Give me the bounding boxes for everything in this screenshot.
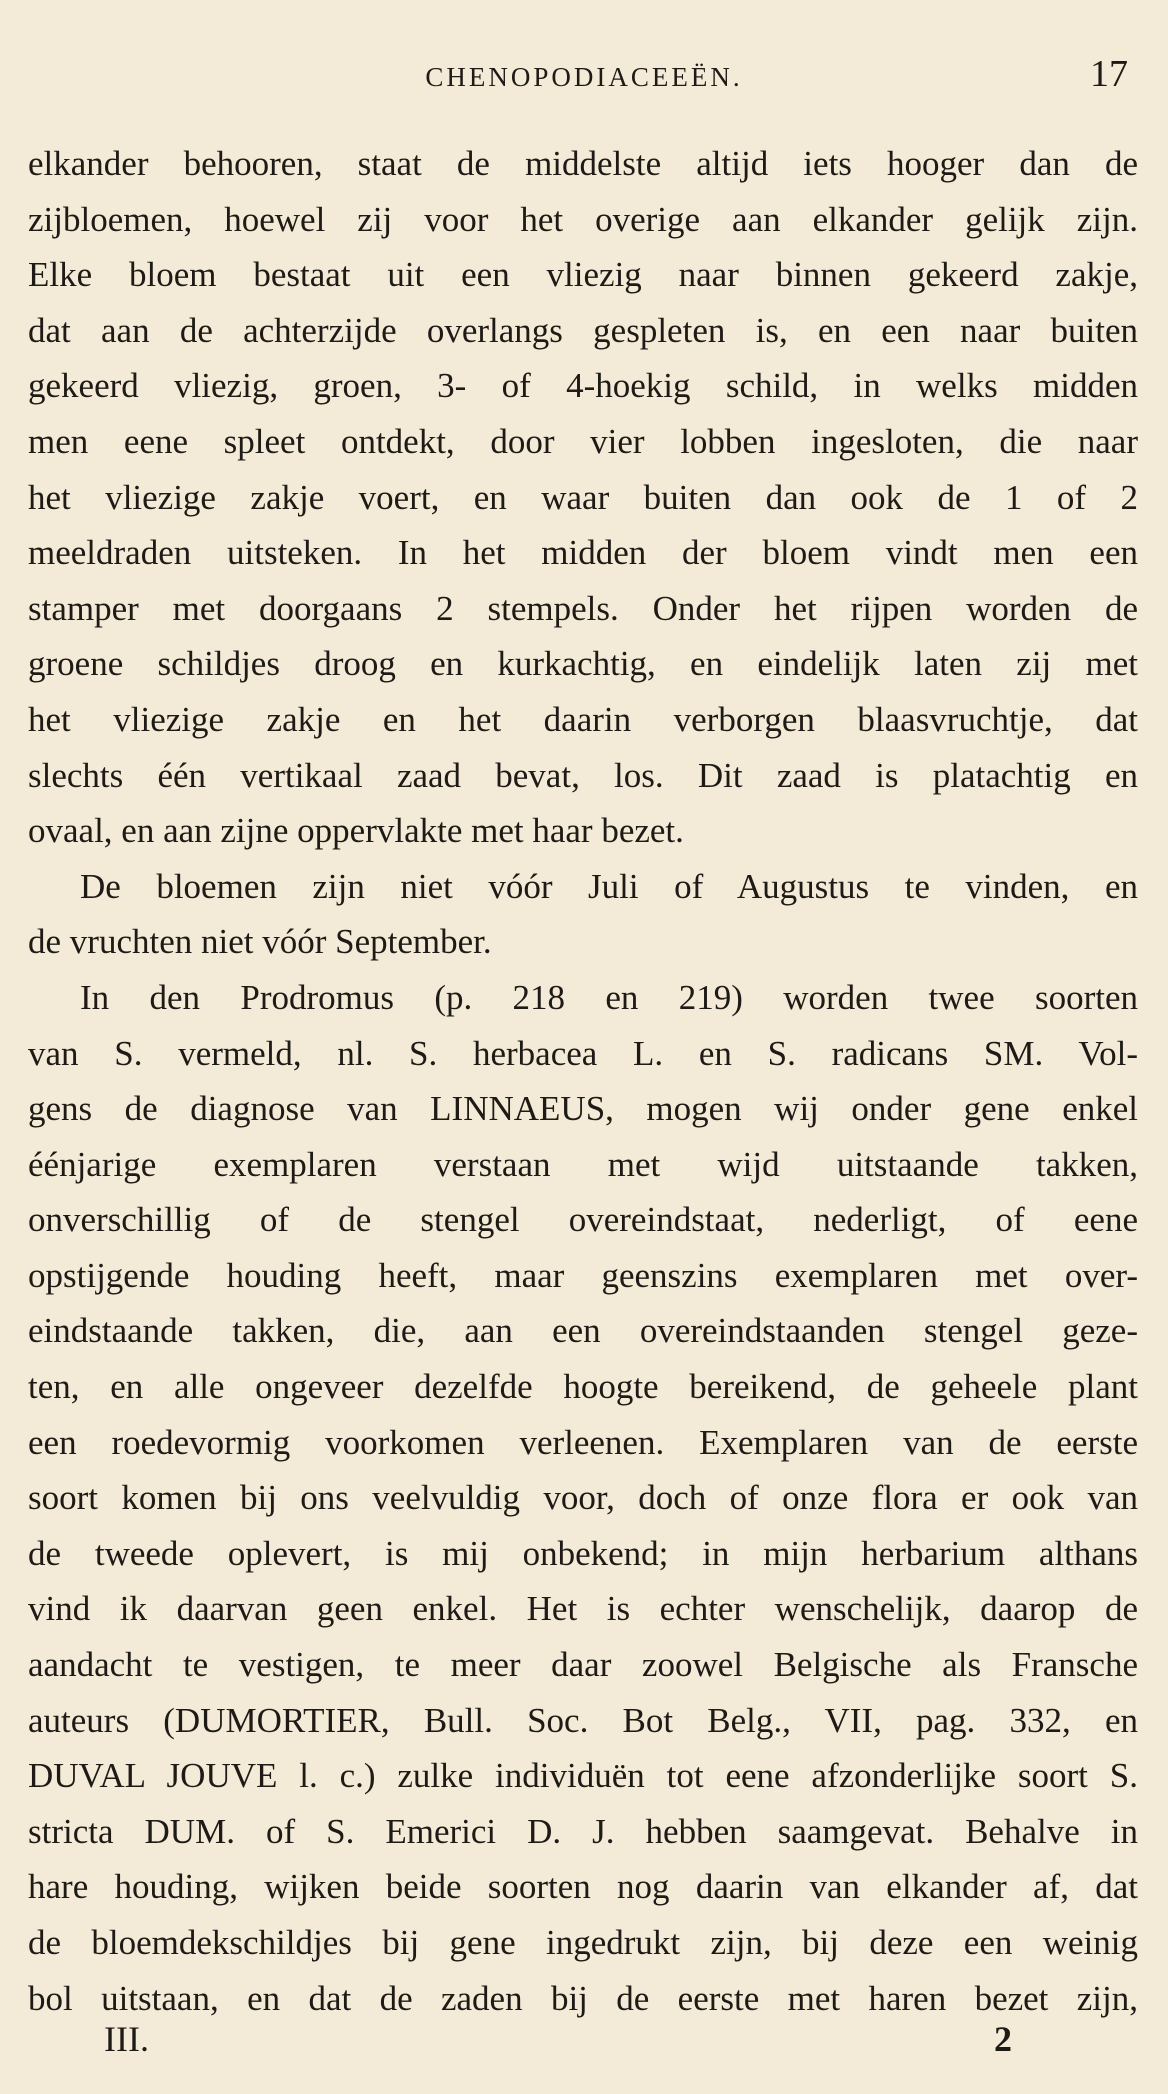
text-line: De bloemen zijn niet vóór Juli of Augustus te vinden, en (80, 866, 1138, 906)
text-line: een roedevormig voorkomen verleenen. Exemplaren van de eerste (28, 1422, 1138, 1462)
text-line: vind ik daarvan geen enkel. Het is echter wenschelijk, daarop de (28, 1589, 1138, 1629)
text-line: de tweede oplevert, is mij onbekend; in mijn herbarium althans (28, 1533, 1138, 1573)
sheet-number: 2 (994, 2019, 1012, 2059)
text-line: auteurs (DUMORTIER, Bull. Soc. Bot Belg., VII, pag. 332, en (28, 1700, 1138, 1740)
running-title: CHENOPODIACEEËN. (425, 62, 743, 92)
text-line: dat aan de achterzijde overlangs gespleten is, en een naar buiten (28, 310, 1138, 350)
text-line: groene schildjes droog en kurkachtig, en eindelijk laten zij met (28, 644, 1138, 684)
text-line: DUVAL JOUVE l. c.) zulke individuën tot eene afzonderlijke soort S. (28, 1756, 1138, 1796)
text-line: aandacht te vestigen, te meer daar zoowel Belgische als Fransche (28, 1645, 1138, 1685)
text-line: opstijgende houding heeft, maar geenszins exemplaren met over- (28, 1255, 1138, 1295)
text-line: het vliezige zakje en het daarin verborgen blaasvruchtje, dat (28, 699, 1138, 739)
signature-mark: III. (104, 2019, 149, 2059)
text-line: zijbloemen, hoewel zij voor het overige aan elkander gelijk zijn. (28, 199, 1138, 239)
text-line: slechts één vertikaal zaad bevat, los. Dit zaad is platachtig en (28, 755, 1138, 795)
text-line: soort komen bij ons veelvuldig voor, doch of onze flora er ook van (28, 1478, 1138, 1518)
text-line: gekeerd vliezig, groen, 3- of 4-hoekig schild, in welks midden (28, 366, 1138, 406)
text-line: bol uitstaan, en dat de zaden bij de eerste met haren bezet zijn, (28, 1978, 1138, 2018)
text-line: stricta DUM. of S. Emerici D. J. hebben saamgevat. Behalve in (28, 1811, 1138, 1851)
text-line: gens de diagnose van LINNAEUS, mogen wij onder gene enkel (28, 1089, 1138, 1129)
text-line: éénjarige exemplaren verstaan met wijd uitstaande takken, (28, 1144, 1138, 1184)
text-line: eindstaande takken, die, aan een overeindstaanden stengel geze- (28, 1311, 1138, 1351)
page-footer (0, 2018, 1168, 2068)
body-text (28, 136, 1138, 2026)
text-line: ovaal, en aan zijne oppervlakte met haar bezet. (28, 811, 684, 851)
text-line: In den Prodromus (p. 218 en 219) worden twee soorten (80, 977, 1138, 1017)
text-line: men eene spleet ontdekt, door vier lobben ingesloten, die naar (28, 421, 1138, 461)
text-line: de bloemdekschildjes bij gene ingedrukt zijn, bij deze een weinig (28, 1923, 1138, 1962)
text-line: hare houding, wijken beide soorten nog daarin van elkander af, dat (28, 1867, 1138, 1907)
page-header (0, 52, 1168, 102)
text-line: Elke bloem bestaat uit een vliezig naar binnen gekeerd zakje, (28, 255, 1138, 295)
page-number: 17 (1090, 53, 1128, 95)
text-line: onverschillig of de stengel overeindstaat, nederligt, of eene (28, 1200, 1138, 1240)
text-line: van S. vermeld, nl. S. herbacea L. en S. radicans SM. Vol- (28, 1033, 1138, 1073)
text-line: ten, en alle ongeveer dezelfde hoogte bereikend, de geheele plant (28, 1367, 1138, 1407)
text-line: het vliezige zakje voert, en waar buiten dan ook de 1 of 2 (28, 477, 1138, 517)
text-line: elkander behooren, staat de middelste altijd iets hooger dan de (28, 144, 1138, 183)
text-line: stamper met doorgaans 2 stempels. Onder het rijpen worden de (28, 588, 1138, 628)
text-line: de vruchten niet vóór September. (28, 922, 492, 962)
text-line: meeldraden uitsteken. In het midden der bloem vindt men een (28, 533, 1138, 573)
